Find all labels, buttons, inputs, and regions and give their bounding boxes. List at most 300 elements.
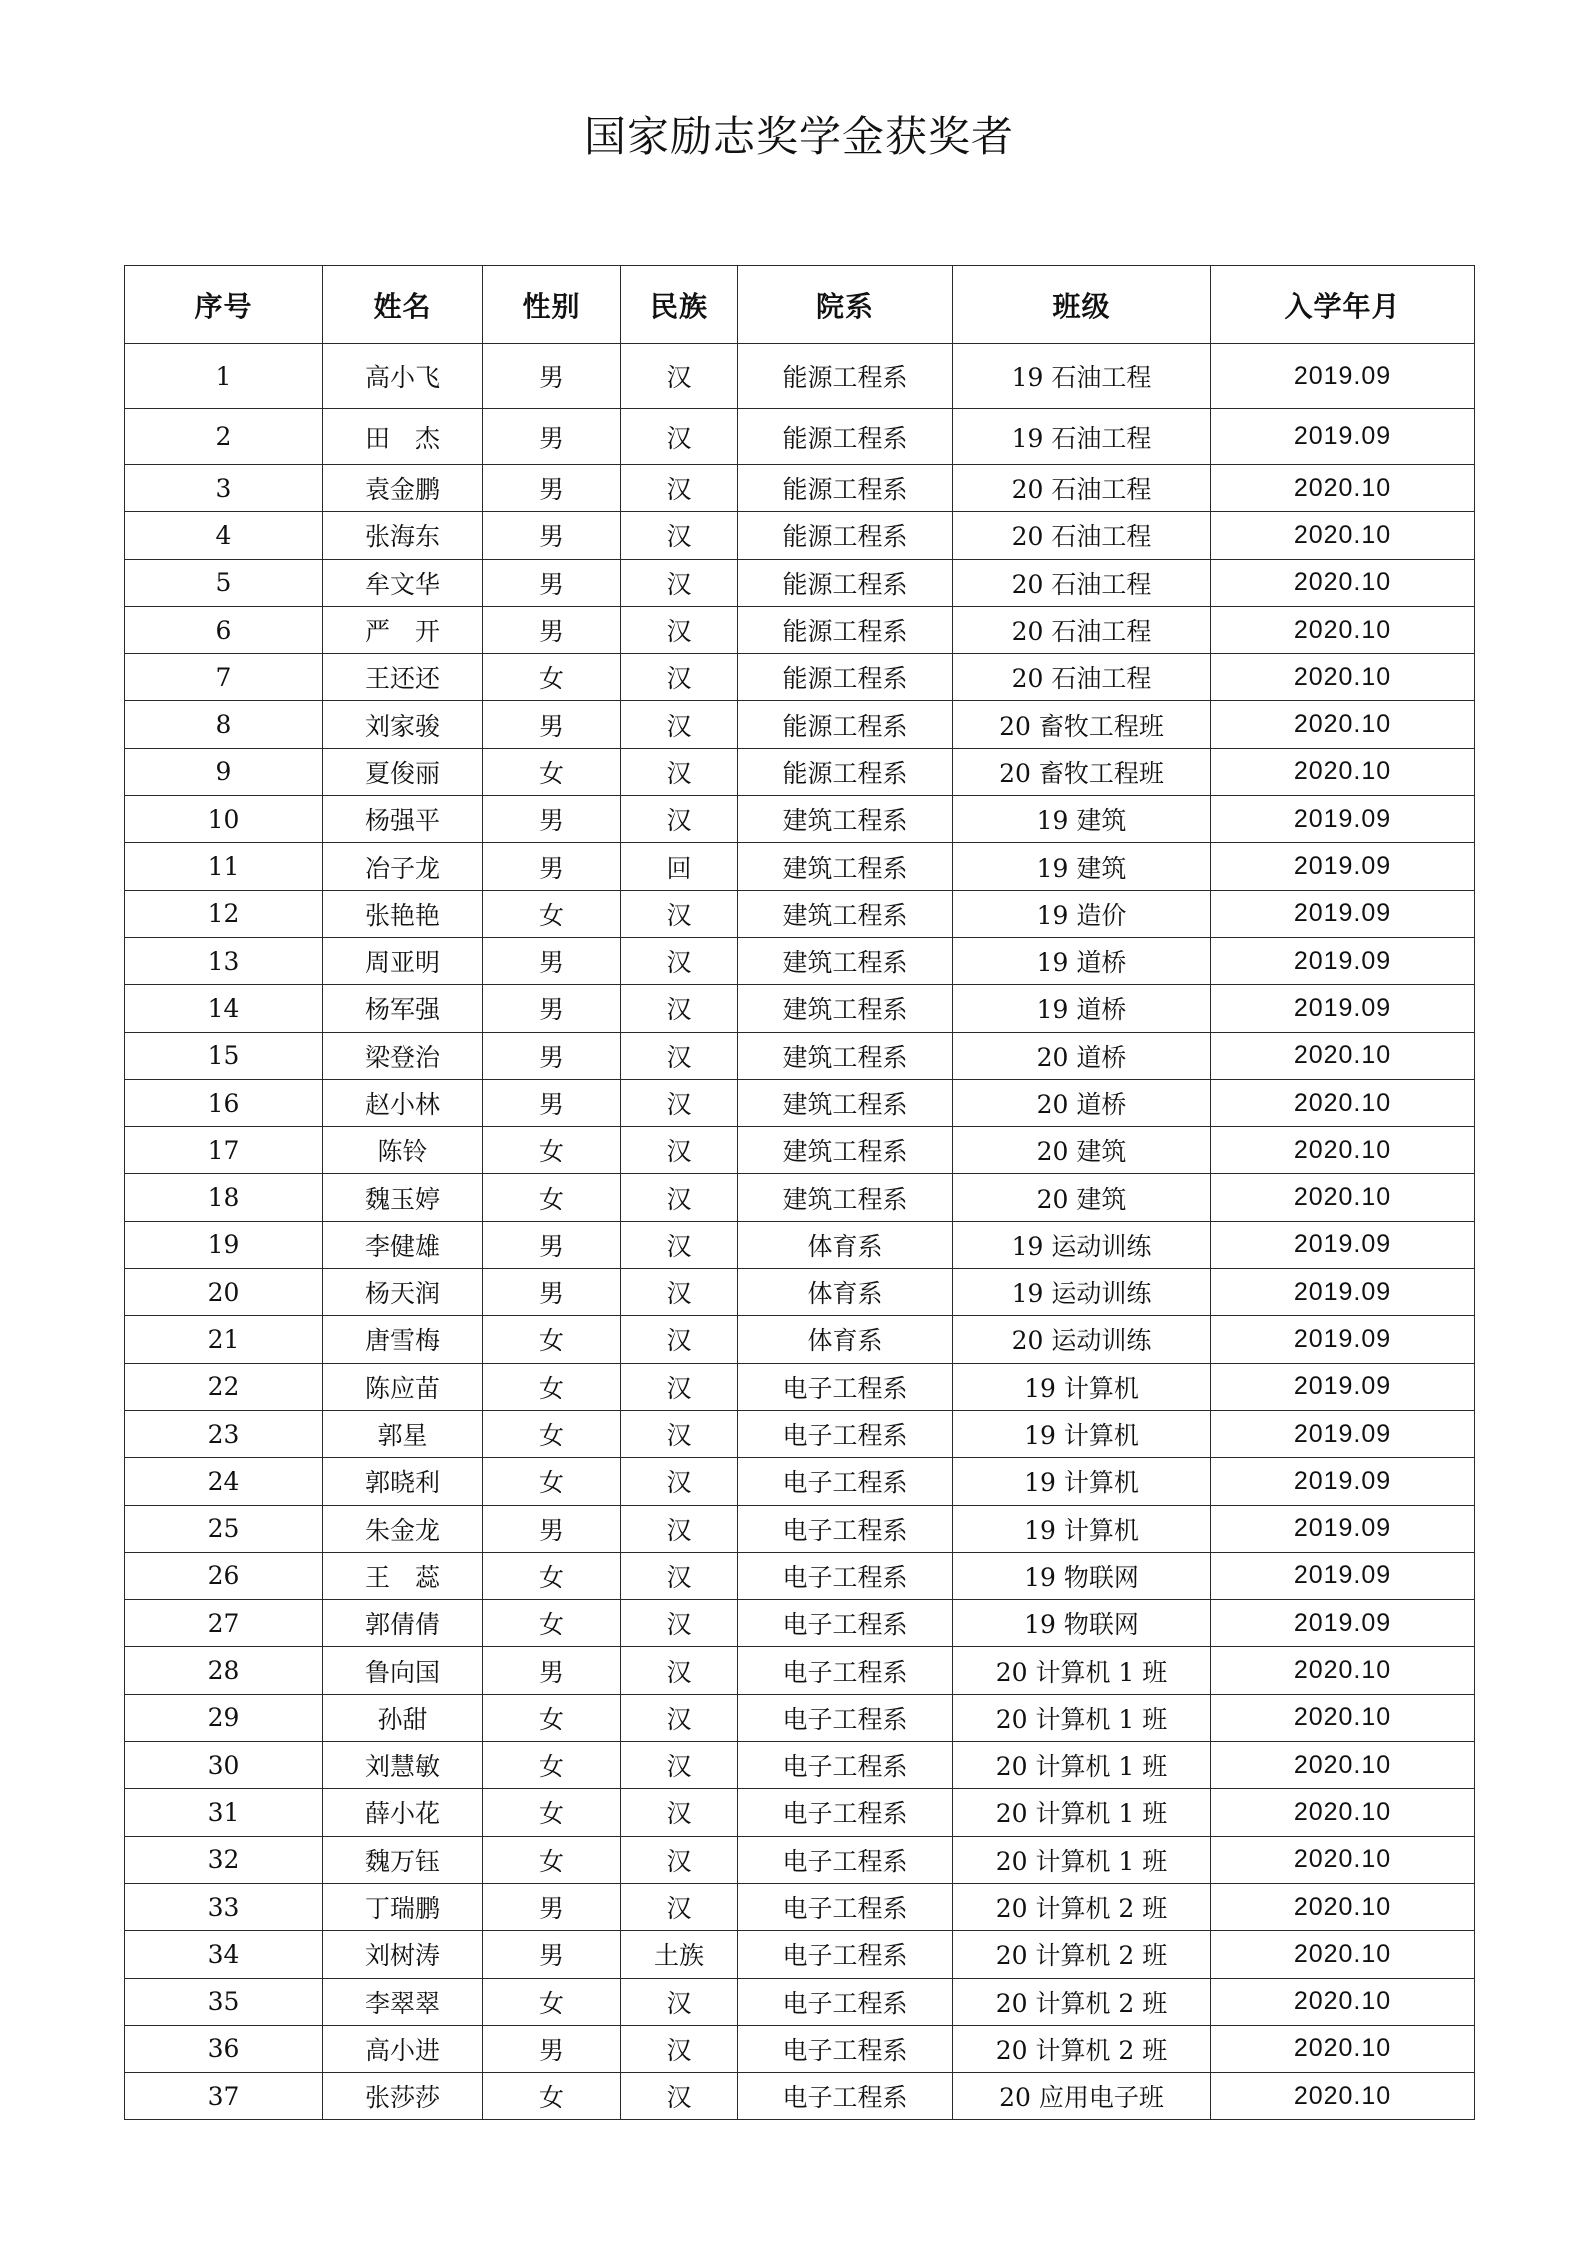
cell-enrollment-date: 2019.09 bbox=[1211, 1552, 1475, 1599]
table-body bbox=[125, 344, 1475, 2120]
cell-gender: 女 bbox=[483, 2073, 621, 2120]
cell-index: 6 bbox=[125, 606, 323, 653]
cell-ethnicity: 汉 bbox=[621, 1836, 738, 1883]
cell-department: 电子工程系 bbox=[738, 1789, 953, 1836]
cell-name: 魏玉婷 bbox=[323, 1174, 483, 1221]
cell-department: 电子工程系 bbox=[738, 1742, 953, 1789]
table-row bbox=[125, 1316, 1475, 1363]
cell-index: 18 bbox=[125, 1174, 323, 1221]
cell-name: 王还还 bbox=[323, 654, 483, 701]
cell-department: 建筑工程系 bbox=[738, 937, 953, 984]
cell-enrollment-date: 2019.09 bbox=[1211, 985, 1475, 1032]
cell-enrollment-date: 2019.09 bbox=[1211, 1316, 1475, 1363]
cell-department: 能源工程系 bbox=[738, 654, 953, 701]
cell-name: 杨军强 bbox=[323, 985, 483, 1032]
cell-index: 35 bbox=[125, 1978, 323, 2025]
cell-class: 20 计算机 1 班 bbox=[953, 1836, 1211, 1883]
cell-enrollment-date: 2020.10 bbox=[1211, 512, 1475, 559]
cell-department: 能源工程系 bbox=[738, 344, 953, 409]
table-row bbox=[125, 1883, 1475, 1930]
cell-name: 刘树涛 bbox=[323, 1931, 483, 1978]
cell-index: 29 bbox=[125, 1694, 323, 1741]
cell-index: 26 bbox=[125, 1552, 323, 1599]
cell-gender: 男 bbox=[483, 512, 621, 559]
cell-ethnicity: 汉 bbox=[621, 796, 738, 843]
cell-department: 体育系 bbox=[738, 1269, 953, 1316]
table-row bbox=[125, 2025, 1475, 2072]
cell-name: 朱金龙 bbox=[323, 1505, 483, 1552]
cell-department: 建筑工程系 bbox=[738, 985, 953, 1032]
cell-class: 19 运动训练 bbox=[953, 1221, 1211, 1268]
cell-ethnicity: 汉 bbox=[621, 512, 738, 559]
cell-ethnicity: 汉 bbox=[621, 701, 738, 748]
cell-enrollment-date: 2020.10 bbox=[1211, 1694, 1475, 1741]
cell-class: 20 应用电子班 bbox=[953, 2073, 1211, 2120]
cell-name: 冶子龙 bbox=[323, 843, 483, 890]
cell-enrollment-date: 2019.09 bbox=[1211, 1221, 1475, 1268]
cell-class: 19 计算机 bbox=[953, 1363, 1211, 1410]
cell-index: 11 bbox=[125, 843, 323, 890]
table-row bbox=[125, 1647, 1475, 1694]
cell-department: 体育系 bbox=[738, 1316, 953, 1363]
cell-gender: 男 bbox=[483, 1221, 621, 1268]
cell-class: 19 运动训练 bbox=[953, 1269, 1211, 1316]
cell-ethnicity: 汉 bbox=[621, 1410, 738, 1457]
cell-gender: 女 bbox=[483, 1694, 621, 1741]
cell-gender: 女 bbox=[483, 748, 621, 795]
cell-enrollment-date: 2019.09 bbox=[1211, 1505, 1475, 1552]
cell-class: 20 石油工程 bbox=[953, 465, 1211, 512]
cell-department: 电子工程系 bbox=[738, 1600, 953, 1647]
cell-department: 体育系 bbox=[738, 1221, 953, 1268]
cell-class: 20 建筑 bbox=[953, 1127, 1211, 1174]
cell-name: 严 开 bbox=[323, 606, 483, 653]
cell-enrollment-date: 2019.09 bbox=[1211, 1410, 1475, 1457]
cell-gender: 男 bbox=[483, 1647, 621, 1694]
cell-class: 20 计算机 2 班 bbox=[953, 2025, 1211, 2072]
cell-gender: 男 bbox=[483, 344, 621, 409]
cell-ethnicity: 汉 bbox=[621, 2073, 738, 2120]
cell-ethnicity: 汉 bbox=[621, 2025, 738, 2072]
cell-index: 28 bbox=[125, 1647, 323, 1694]
cell-enrollment-date: 2019.09 bbox=[1211, 344, 1475, 409]
cell-name: 郭晓利 bbox=[323, 1458, 483, 1505]
cell-gender: 女 bbox=[483, 1789, 621, 1836]
header-index: 序号 bbox=[125, 266, 323, 344]
cell-ethnicity: 汉 bbox=[621, 1363, 738, 1410]
cell-name: 梁登治 bbox=[323, 1032, 483, 1079]
cell-ethnicity: 汉 bbox=[621, 748, 738, 795]
cell-department: 建筑工程系 bbox=[738, 1032, 953, 1079]
cell-department: 电子工程系 bbox=[738, 1836, 953, 1883]
cell-enrollment-date: 2020.10 bbox=[1211, 1174, 1475, 1221]
cell-department: 电子工程系 bbox=[738, 2025, 953, 2072]
cell-gender: 女 bbox=[483, 1410, 621, 1457]
table-row bbox=[125, 1789, 1475, 1836]
cell-index: 24 bbox=[125, 1458, 323, 1505]
cell-index: 21 bbox=[125, 1316, 323, 1363]
cell-name: 李健雄 bbox=[323, 1221, 483, 1268]
table-row bbox=[125, 1127, 1475, 1174]
cell-index: 2 bbox=[125, 409, 323, 465]
cell-index: 13 bbox=[125, 937, 323, 984]
cell-name: 郭星 bbox=[323, 1410, 483, 1457]
cell-class: 19 石油工程 bbox=[953, 409, 1211, 465]
cell-enrollment-date: 2019.09 bbox=[1211, 890, 1475, 937]
cell-department: 能源工程系 bbox=[738, 409, 953, 465]
table-row bbox=[125, 1458, 1475, 1505]
cell-ethnicity: 汉 bbox=[621, 1742, 738, 1789]
cell-department: 建筑工程系 bbox=[738, 1079, 953, 1126]
cell-department: 电子工程系 bbox=[738, 1505, 953, 1552]
table-row bbox=[125, 1221, 1475, 1268]
cell-gender: 男 bbox=[483, 985, 621, 1032]
cell-department: 能源工程系 bbox=[738, 606, 953, 653]
cell-class: 19 计算机 bbox=[953, 1458, 1211, 1505]
cell-name: 刘家骏 bbox=[323, 701, 483, 748]
cell-enrollment-date: 2020.10 bbox=[1211, 1883, 1475, 1930]
cell-ethnicity: 汉 bbox=[621, 1032, 738, 1079]
cell-enrollment-date: 2020.10 bbox=[1211, 1742, 1475, 1789]
cell-gender: 女 bbox=[483, 1316, 621, 1363]
cell-class: 20 畜牧工程班 bbox=[953, 701, 1211, 748]
cell-index: 33 bbox=[125, 1883, 323, 1930]
cell-gender: 女 bbox=[483, 1742, 621, 1789]
cell-ethnicity: 汉 bbox=[621, 1789, 738, 1836]
table-row bbox=[125, 559, 1475, 606]
cell-class: 20 建筑 bbox=[953, 1174, 1211, 1221]
cell-gender: 女 bbox=[483, 1458, 621, 1505]
cell-enrollment-date: 2020.10 bbox=[1211, 465, 1475, 512]
cell-gender: 男 bbox=[483, 701, 621, 748]
cell-index: 19 bbox=[125, 1221, 323, 1268]
cell-department: 建筑工程系 bbox=[738, 796, 953, 843]
cell-index: 4 bbox=[125, 512, 323, 559]
cell-index: 20 bbox=[125, 1269, 323, 1316]
cell-gender: 男 bbox=[483, 1079, 621, 1126]
cell-gender: 男 bbox=[483, 559, 621, 606]
cell-name: 刘慧敏 bbox=[323, 1742, 483, 1789]
cell-enrollment-date: 2019.09 bbox=[1211, 1458, 1475, 1505]
cell-department: 能源工程系 bbox=[738, 701, 953, 748]
cell-name: 鲁向国 bbox=[323, 1647, 483, 1694]
cell-enrollment-date: 2020.10 bbox=[1211, 654, 1475, 701]
cell-index: 25 bbox=[125, 1505, 323, 1552]
table-row bbox=[125, 1505, 1475, 1552]
table-row bbox=[125, 1931, 1475, 1978]
cell-enrollment-date: 2020.10 bbox=[1211, 1789, 1475, 1836]
cell-index: 30 bbox=[125, 1742, 323, 1789]
cell-index: 7 bbox=[125, 654, 323, 701]
cell-class: 19 物联网 bbox=[953, 1552, 1211, 1599]
cell-class: 20 计算机 2 班 bbox=[953, 1931, 1211, 1978]
cell-class: 20 计算机 2 班 bbox=[953, 1883, 1211, 1930]
table-row bbox=[125, 1032, 1475, 1079]
cell-name: 高小进 bbox=[323, 2025, 483, 2072]
cell-gender: 女 bbox=[483, 1363, 621, 1410]
cell-gender: 男 bbox=[483, 409, 621, 465]
cell-ethnicity: 汉 bbox=[621, 890, 738, 937]
cell-enrollment-date: 2019.09 bbox=[1211, 1269, 1475, 1316]
cell-class: 20 计算机 1 班 bbox=[953, 1742, 1211, 1789]
cell-class: 20 畜牧工程班 bbox=[953, 748, 1211, 795]
cell-index: 14 bbox=[125, 985, 323, 1032]
table-container bbox=[124, 265, 1474, 2120]
header-name: 姓名 bbox=[323, 266, 483, 344]
cell-ethnicity: 汉 bbox=[621, 344, 738, 409]
cell-index: 3 bbox=[125, 465, 323, 512]
cell-gender: 男 bbox=[483, 843, 621, 890]
cell-class: 19 道桥 bbox=[953, 937, 1211, 984]
cell-enrollment-date: 2020.10 bbox=[1211, 2025, 1475, 2072]
cell-enrollment-date: 2020.10 bbox=[1211, 1978, 1475, 2025]
cell-enrollment-date: 2019.09 bbox=[1211, 937, 1475, 984]
cell-enrollment-date: 2019.09 bbox=[1211, 1363, 1475, 1410]
cell-name: 牟文华 bbox=[323, 559, 483, 606]
cell-class: 20 计算机 1 班 bbox=[953, 1647, 1211, 1694]
cell-gender: 女 bbox=[483, 1600, 621, 1647]
cell-gender: 男 bbox=[483, 1505, 621, 1552]
cell-department: 电子工程系 bbox=[738, 1410, 953, 1457]
cell-name: 薛小花 bbox=[323, 1789, 483, 1836]
cell-department: 能源工程系 bbox=[738, 559, 953, 606]
cell-gender: 男 bbox=[483, 1269, 621, 1316]
cell-name: 魏万钰 bbox=[323, 1836, 483, 1883]
cell-department: 电子工程系 bbox=[738, 1647, 953, 1694]
cell-class: 20 道桥 bbox=[953, 1079, 1211, 1126]
cell-index: 37 bbox=[125, 2073, 323, 2120]
cell-department: 能源工程系 bbox=[738, 465, 953, 512]
cell-ethnicity: 汉 bbox=[621, 1552, 738, 1599]
cell-name: 陈应苗 bbox=[323, 1363, 483, 1410]
cell-name: 张莎莎 bbox=[323, 2073, 483, 2120]
cell-department: 能源工程系 bbox=[738, 512, 953, 559]
table-row bbox=[125, 748, 1475, 795]
cell-class: 19 道桥 bbox=[953, 985, 1211, 1032]
cell-gender: 男 bbox=[483, 796, 621, 843]
cell-name: 张艳艳 bbox=[323, 890, 483, 937]
cell-class: 19 计算机 bbox=[953, 1410, 1211, 1457]
cell-ethnicity: 汉 bbox=[621, 1221, 738, 1268]
cell-class: 20 石油工程 bbox=[953, 512, 1211, 559]
cell-ethnicity: 汉 bbox=[621, 937, 738, 984]
cell-enrollment-date: 2020.10 bbox=[1211, 1647, 1475, 1694]
cell-index: 15 bbox=[125, 1032, 323, 1079]
cell-name: 袁金鹏 bbox=[323, 465, 483, 512]
table-row bbox=[125, 1363, 1475, 1410]
table-row bbox=[125, 2073, 1475, 2120]
table-row bbox=[125, 1600, 1475, 1647]
cell-ethnicity: 汉 bbox=[621, 1647, 738, 1694]
table-row bbox=[125, 1269, 1475, 1316]
header-class: 班级 bbox=[953, 266, 1211, 344]
cell-class: 20 计算机 1 班 bbox=[953, 1694, 1211, 1741]
cell-class: 19 建筑 bbox=[953, 796, 1211, 843]
cell-gender: 男 bbox=[483, 2025, 621, 2072]
scholarship-table bbox=[124, 265, 1475, 2120]
cell-enrollment-date: 2019.09 bbox=[1211, 409, 1475, 465]
cell-department: 建筑工程系 bbox=[738, 1127, 953, 1174]
cell-gender: 男 bbox=[483, 465, 621, 512]
cell-name: 赵小林 bbox=[323, 1079, 483, 1126]
header-department: 院系 bbox=[738, 266, 953, 344]
cell-department: 电子工程系 bbox=[738, 1552, 953, 1599]
cell-name: 王 蕊 bbox=[323, 1552, 483, 1599]
cell-class: 19 石油工程 bbox=[953, 344, 1211, 409]
cell-gender: 女 bbox=[483, 1552, 621, 1599]
cell-index: 16 bbox=[125, 1079, 323, 1126]
cell-class: 20 石油工程 bbox=[953, 559, 1211, 606]
table-row bbox=[125, 409, 1475, 465]
cell-name: 郭倩倩 bbox=[323, 1600, 483, 1647]
cell-department: 建筑工程系 bbox=[738, 843, 953, 890]
cell-name: 田 杰 bbox=[323, 409, 483, 465]
cell-index: 34 bbox=[125, 1931, 323, 1978]
cell-enrollment-date: 2019.09 bbox=[1211, 843, 1475, 890]
cell-gender: 女 bbox=[483, 1836, 621, 1883]
cell-ethnicity: 汉 bbox=[621, 409, 738, 465]
cell-class: 20 计算机 2 班 bbox=[953, 1978, 1211, 2025]
cell-name: 夏俊丽 bbox=[323, 748, 483, 795]
page-title: 国家励志奖学金获奖者 bbox=[583, 112, 1014, 161]
cell-enrollment-date: 2020.10 bbox=[1211, 559, 1475, 606]
cell-index: 5 bbox=[125, 559, 323, 606]
table-row bbox=[125, 1694, 1475, 1741]
cell-index: 32 bbox=[125, 1836, 323, 1883]
cell-class: 20 道桥 bbox=[953, 1032, 1211, 1079]
cell-class: 19 计算机 bbox=[953, 1505, 1211, 1552]
cell-gender: 女 bbox=[483, 1127, 621, 1174]
header-ethnicity: 民族 bbox=[621, 266, 738, 344]
table-row bbox=[125, 1836, 1475, 1883]
cell-ethnicity: 汉 bbox=[621, 606, 738, 653]
cell-ethnicity: 汉 bbox=[621, 1174, 738, 1221]
cell-index: 27 bbox=[125, 1600, 323, 1647]
cell-enrollment-date: 2019.09 bbox=[1211, 1600, 1475, 1647]
cell-ethnicity: 汉 bbox=[621, 559, 738, 606]
cell-name: 张海东 bbox=[323, 512, 483, 559]
cell-enrollment-date: 2019.09 bbox=[1211, 796, 1475, 843]
table-row bbox=[125, 890, 1475, 937]
cell-gender: 女 bbox=[483, 1174, 621, 1221]
cell-class: 20 石油工程 bbox=[953, 606, 1211, 653]
cell-ethnicity: 汉 bbox=[621, 1458, 738, 1505]
table-row bbox=[125, 344, 1475, 409]
cell-ethnicity: 汉 bbox=[621, 1978, 738, 2025]
cell-enrollment-date: 2020.10 bbox=[1211, 1032, 1475, 1079]
cell-department: 电子工程系 bbox=[738, 1931, 953, 1978]
table-row bbox=[125, 512, 1475, 559]
cell-name: 杨强平 bbox=[323, 796, 483, 843]
cell-name: 唐雪梅 bbox=[323, 1316, 483, 1363]
cell-name: 孙甜 bbox=[323, 1694, 483, 1741]
table-row bbox=[125, 654, 1475, 701]
cell-enrollment-date: 2020.10 bbox=[1211, 1836, 1475, 1883]
cell-ethnicity: 回 bbox=[621, 843, 738, 890]
cell-class: 20 计算机 1 班 bbox=[953, 1789, 1211, 1836]
cell-department: 电子工程系 bbox=[738, 1694, 953, 1741]
cell-gender: 男 bbox=[483, 937, 621, 984]
cell-department: 电子工程系 bbox=[738, 1458, 953, 1505]
cell-enrollment-date: 2020.10 bbox=[1211, 1931, 1475, 1978]
table-row bbox=[125, 937, 1475, 984]
cell-index: 36 bbox=[125, 2025, 323, 2072]
cell-class: 19 建筑 bbox=[953, 843, 1211, 890]
cell-index: 1 bbox=[125, 344, 323, 409]
cell-class: 20 运动训练 bbox=[953, 1316, 1211, 1363]
cell-ethnicity: 汉 bbox=[621, 1079, 738, 1126]
cell-class: 20 石油工程 bbox=[953, 654, 1211, 701]
cell-index: 9 bbox=[125, 748, 323, 795]
cell-name: 陈铃 bbox=[323, 1127, 483, 1174]
cell-ethnicity: 汉 bbox=[621, 1127, 738, 1174]
cell-enrollment-date: 2020.10 bbox=[1211, 1127, 1475, 1174]
table-row bbox=[125, 985, 1475, 1032]
cell-index: 10 bbox=[125, 796, 323, 843]
cell-ethnicity: 汉 bbox=[621, 1505, 738, 1552]
cell-department: 能源工程系 bbox=[738, 748, 953, 795]
table-row bbox=[125, 1410, 1475, 1457]
table-row bbox=[125, 1552, 1475, 1599]
table-row bbox=[125, 465, 1475, 512]
table-row bbox=[125, 1174, 1475, 1221]
cell-department: 电子工程系 bbox=[738, 2073, 953, 2120]
cell-name: 周亚明 bbox=[323, 937, 483, 984]
cell-index: 22 bbox=[125, 1363, 323, 1410]
cell-ethnicity: 汉 bbox=[621, 465, 738, 512]
cell-ethnicity: 土族 bbox=[621, 1931, 738, 1978]
cell-department: 电子工程系 bbox=[738, 1883, 953, 1930]
cell-department: 建筑工程系 bbox=[738, 890, 953, 937]
table-row bbox=[125, 701, 1475, 748]
cell-ethnicity: 汉 bbox=[621, 1316, 738, 1363]
cell-gender: 男 bbox=[483, 1883, 621, 1930]
cell-gender: 男 bbox=[483, 1032, 621, 1079]
cell-index: 31 bbox=[125, 1789, 323, 1836]
table-row bbox=[125, 1978, 1475, 2025]
cell-ethnicity: 汉 bbox=[621, 1600, 738, 1647]
table-row bbox=[125, 606, 1475, 653]
cell-enrollment-date: 2020.10 bbox=[1211, 606, 1475, 653]
cell-enrollment-date: 2020.10 bbox=[1211, 2073, 1475, 2120]
cell-name: 杨天润 bbox=[323, 1269, 483, 1316]
table-row bbox=[125, 1079, 1475, 1126]
cell-gender: 女 bbox=[483, 1978, 621, 2025]
table-row bbox=[125, 1742, 1475, 1789]
cell-name: 丁瑞鹏 bbox=[323, 1883, 483, 1930]
cell-ethnicity: 汉 bbox=[621, 985, 738, 1032]
cell-index: 23 bbox=[125, 1410, 323, 1457]
cell-gender: 女 bbox=[483, 890, 621, 937]
table-header-row bbox=[125, 266, 1475, 344]
cell-department: 电子工程系 bbox=[738, 1978, 953, 2025]
cell-department: 电子工程系 bbox=[738, 1363, 953, 1410]
cell-enrollment-date: 2020.10 bbox=[1211, 1079, 1475, 1126]
cell-name: 高小飞 bbox=[323, 344, 483, 409]
cell-enrollment-date: 2020.10 bbox=[1211, 748, 1475, 795]
cell-gender: 男 bbox=[483, 606, 621, 653]
cell-class: 19 造价 bbox=[953, 890, 1211, 937]
header-gender: 性别 bbox=[483, 266, 621, 344]
cell-class: 19 物联网 bbox=[953, 1600, 1211, 1647]
cell-index: 12 bbox=[125, 890, 323, 937]
cell-ethnicity: 汉 bbox=[621, 1694, 738, 1741]
cell-gender: 女 bbox=[483, 654, 621, 701]
cell-index: 17 bbox=[125, 1127, 323, 1174]
table-row bbox=[125, 796, 1475, 843]
cell-index: 8 bbox=[125, 701, 323, 748]
cell-ethnicity: 汉 bbox=[621, 654, 738, 701]
